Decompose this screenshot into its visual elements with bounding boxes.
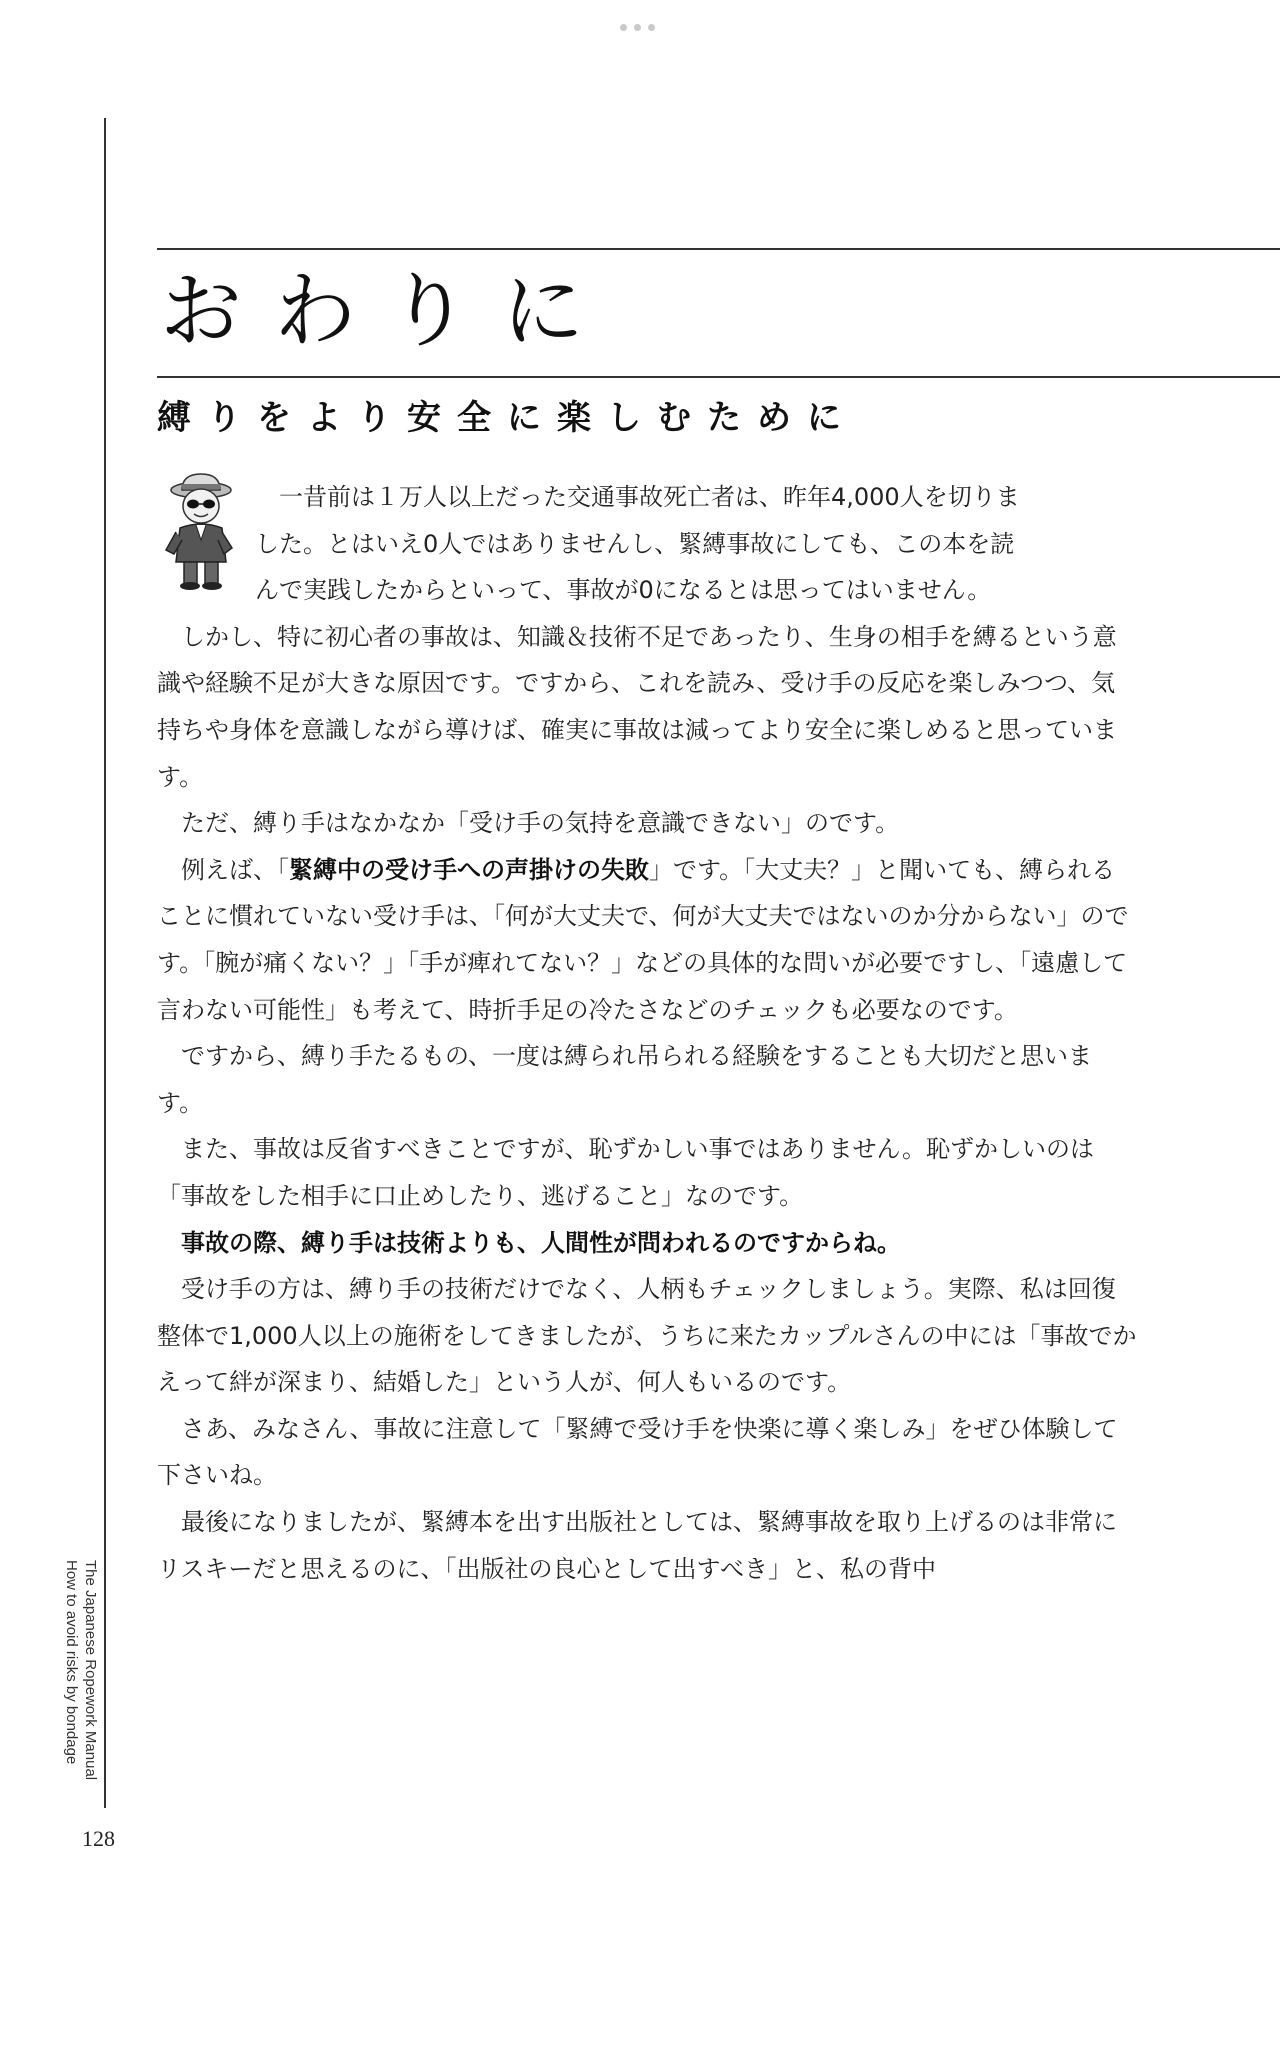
title-top-rule [157, 248, 1280, 250]
book-title-caption [54, 1560, 100, 1820]
paragraph-1-line-3: んで実践したからといって、事故が0になるとは思ってはいません。 [255, 576, 992, 605]
paragraph-8: 受け手の方は、縛り手の技術だけでなく、人柄もチェックしましょう。実際、私は回復整体で1,000人以上の施術をしてきましたが、うちに来たカップルさんの中には「事故でかえって絆が深まり、結婚した」という人が、何人もいるのです。 [157, 1275, 1137, 1397]
paragraph-1-line-2: した。とはいえ0人ではありませんし、緊縛事故にしても、この本を読 [255, 529, 1015, 558]
title-bottom-rule [157, 376, 1280, 378]
paragraph-4: 例えば、「緊縛中の受け手への声掛けの失敗」です。「大丈夫？」と聞いても、縛られることに慣れていない受け手は、「何が大丈夫で、何が大丈夫ではないのか分からない」のです。「腕が痛くない？」「手が痺れてない？」などの具体的な問いが必要ですし、「遠慮して言わない可能性」も考えて、時折手足の冷たさなどのチェックも必要なのです。 [157, 855, 1129, 1024]
sidebar-divider [104, 118, 106, 1808]
caption-line-2: How to avoid risks by bondage [63, 1560, 80, 1765]
chapter-subtitle: 縛りをより安全に楽しむために [157, 398, 857, 438]
emphasis-text: 事故の際、縛り手は技術よりも、人間性が問われるのですからね。 [181, 1228, 901, 1257]
more-dots-icon[interactable] [620, 24, 655, 31]
paragraph-3: ただ、縛り手はなかなか「受け手の気持を意識できない」のです。 [181, 809, 900, 838]
emphasis-text: 緊縛中の受け手への声掛けの失敗 [289, 855, 649, 884]
paragraph-10: 最後になりましたが、緊縛本を出す出版社としては、緊縛事故を取り上げるのは非常にリスキーだと思えるのに、「出版社の良心として出すべき」と、私の背中 [157, 1508, 1117, 1583]
dot [634, 24, 641, 31]
chapter-title: おわりに [160, 264, 617, 359]
dot [620, 24, 627, 31]
paragraph-9: さあ、みなさん、事故に注意して「緊縛で受け手を快楽に導く楽しみ」をぜひ体験して下さいね。 [157, 1414, 1118, 1490]
paragraph-1-line-1: 一昔前は１万人以上だった交通事故死亡者は、昨年4,000人を切りま [279, 483, 1020, 511]
page-number: 128 [82, 1826, 115, 1851]
paragraph-7 [157, 1220, 1137, 1267]
paragraph-6: また、事故は反省すべきことですが、恥ずかしい事ではありません。恥ずかしいのは「事故をした相手に口止めしたり、逃げること」なのです。 [157, 1135, 1094, 1210]
paragraph-5: ですから、縛り手たるもの、一度は縛られ吊られる経験をすることも大切だと思います。 [157, 1042, 1093, 1117]
caption-line-1: The Japanese Ropework Manual [82, 1560, 99, 1781]
dot [648, 24, 655, 31]
paragraph-2: しかし、特に初心者の事故は、知識＆技術不足であったり、生身の相手を縛るという意識や経験不足が大きな原因です。ですから、これを読み、受け手の反応を楽しみつつ、気持ちや身体を意識しながら導けば、確実に事故は減ってより安全に楽しめると思っています。 [157, 622, 1117, 791]
body-text [157, 474, 1137, 1592]
